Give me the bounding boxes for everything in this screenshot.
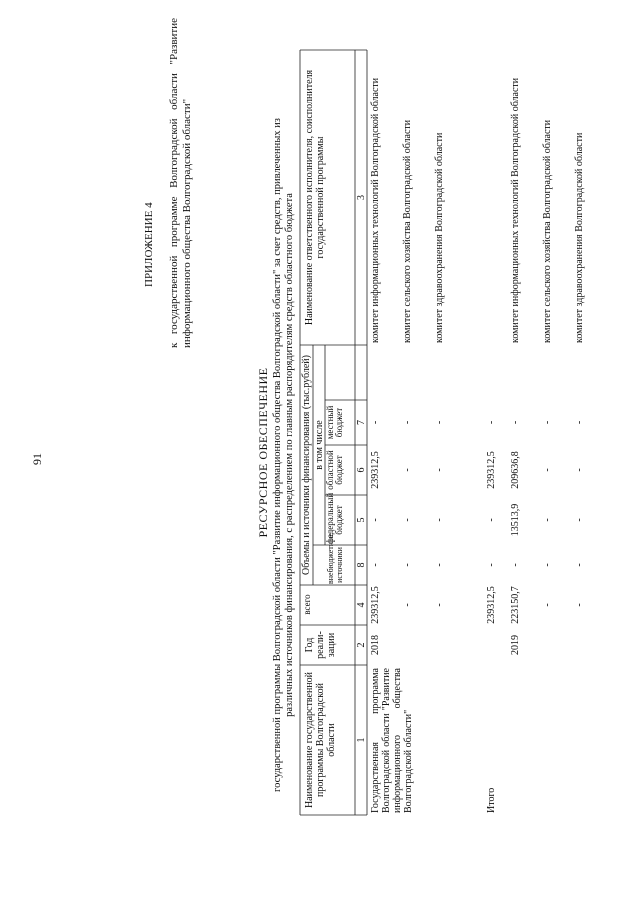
executor-cell: комитет здравоохранения Волгоградской области [434, 132, 445, 343]
local-cell: - [542, 420, 553, 425]
year-cell: 2019 [510, 635, 521, 655]
regional-cell: - [402, 468, 413, 472]
executor-cell: комитет сельского хозяйства Волгоградской области [542, 119, 553, 343]
regional-cell: 209636,8 [510, 451, 521, 489]
header-federal: федеральный бюджет [325, 492, 344, 544]
executor-cell: комитет сельского хозяйства Волгоградской области [402, 119, 413, 343]
header-year: Год реали-зации [304, 631, 337, 659]
document-subtitle: государственной программы Волгоградской области "Развитие информационного общества Волгоградской области" за счет средств, привлеченных из различных источников финансирования, с распределением по главным распорядителям средств областного бюджета [272, 118, 295, 792]
total-cell: 239312,5 [370, 586, 381, 624]
col-number-5: 5 [356, 517, 367, 523]
col-number-7: 7 [356, 420, 367, 425]
extra-cell: - [370, 563, 381, 567]
header-executor: Наименование ответственного исполнителя, соисполнителя государственной программы [304, 69, 326, 326]
federal-cell: - [434, 518, 445, 522]
header-program-name: Наименование государственной программы Волгоградской области [304, 671, 337, 809]
col-number-6: 6 [356, 467, 367, 473]
col-number-8: 8 [356, 562, 367, 568]
document-title: РЕСУРСНОЕ ОБЕСПЕЧЕНИЕ [256, 367, 270, 538]
federal-cell: 13513,9 [510, 503, 521, 537]
total-cell: 239312,5 [486, 586, 497, 624]
extra-cell: - [434, 563, 445, 567]
col-number-4: 4 [356, 602, 367, 608]
header-total: всего [302, 594, 312, 615]
extra-cell: - [510, 563, 521, 567]
appendix-text: к государственной программе Волгоградской области "Развитие информационного общества Волгоградской области" [168, 18, 193, 348]
col-number-3: 3 [356, 195, 367, 200]
total-cell: - [434, 603, 445, 607]
local-cell: - [402, 420, 413, 425]
federal-cell: - [370, 518, 381, 522]
total-cell: 223150,7 [510, 586, 521, 624]
regional-cell: 239312,5 [370, 451, 381, 489]
regional-cell: 239312,5 [486, 451, 497, 489]
page-number: 91 [30, 453, 44, 465]
executor-cell: комитет здравоохранения Волгоградской области [574, 132, 585, 343]
header-volumes: Объемы и источники финансирования (тыс.рублей) [301, 355, 312, 575]
total-cell: - [542, 603, 553, 607]
year-cell: 2018 [370, 635, 381, 655]
header-including: в том числе [314, 420, 325, 470]
local-cell: - [434, 420, 445, 425]
executor-cell: комитет информационных технологий Волгоградской области [510, 77, 521, 343]
total-cell: - [402, 603, 413, 607]
local-cell: - [370, 420, 381, 425]
regional-cell: - [574, 468, 585, 472]
local-cell: - [486, 420, 497, 425]
extra-cell: - [486, 563, 497, 567]
federal-cell: - [486, 518, 497, 522]
appendix-title: ПРИЛОЖЕНИЕ 4 [143, 202, 155, 287]
executor-cell: комитет информационных технологий Волгоградской области [370, 77, 381, 343]
federal-cell: - [402, 518, 413, 522]
total-cell: - [574, 603, 585, 607]
header-local: местный бюджет [325, 405, 344, 440]
local-cell: - [510, 420, 521, 425]
federal-cell: - [574, 518, 585, 522]
program-name: Государственная программа Волгоградской области "Развитие информационного общества Волгоградской области" [370, 668, 414, 813]
col-number-1: 1 [356, 737, 367, 743]
local-cell: - [574, 420, 585, 425]
regional-cell: - [542, 468, 553, 472]
extra-cell: - [402, 563, 413, 567]
federal-cell: - [542, 518, 553, 522]
extra-cell: - [542, 563, 553, 567]
itogo-label: Итого [486, 787, 497, 813]
header-extrabudget: внебюджетные источники [326, 533, 344, 584]
regional-cell: - [434, 468, 445, 472]
extra-cell: - [574, 563, 585, 567]
header-regional: областной бюджет [325, 450, 344, 490]
col-number-2: 2 [356, 642, 367, 648]
